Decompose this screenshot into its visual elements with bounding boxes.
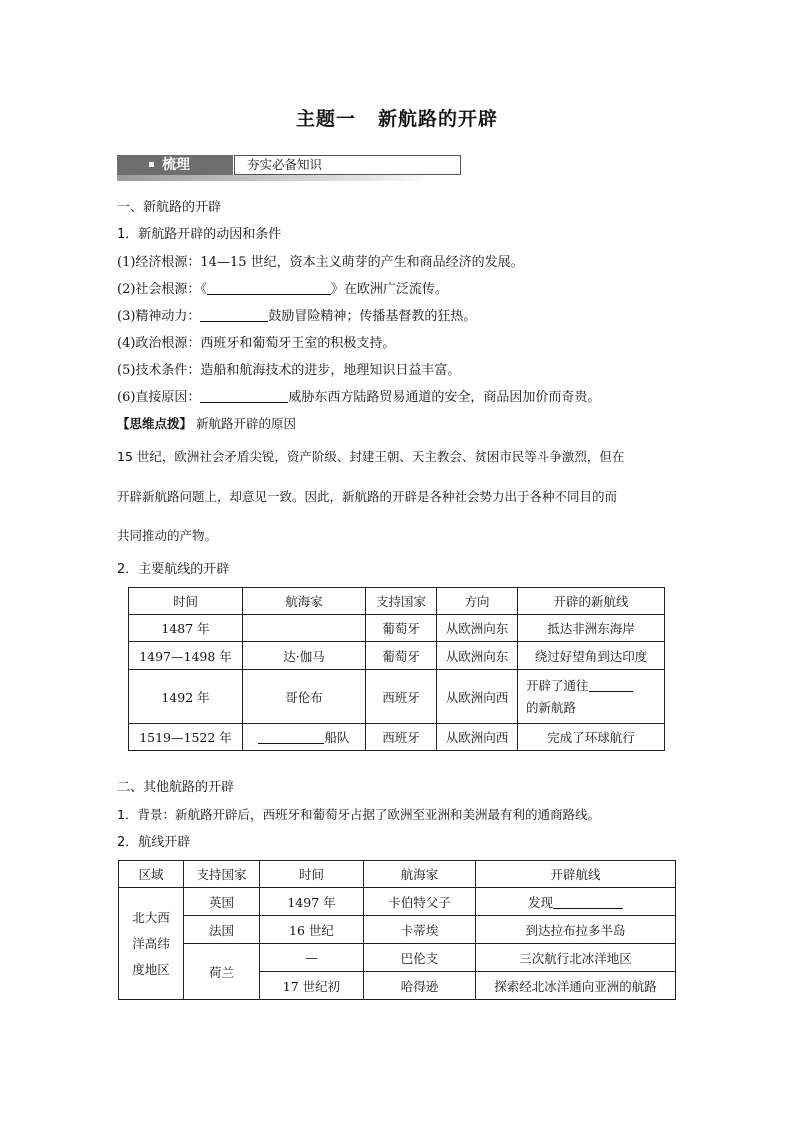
table-cell: 葡萄牙 [366,642,437,670]
table-cell: 开辟了通往 的新航路 [518,670,665,724]
banner-shade [117,175,431,181]
table-cell: 抵达非洲东海岸 [518,615,665,642]
banner-box: 夯实必备知识 [234,155,461,175]
section2-heading: 二、其他航路的开辟 [117,780,235,795]
section2-background: 1．背景：新航路开辟后，西班牙和葡萄牙占据了欧洲至亚洲和美洲最有利的通商路线。 [117,807,600,822]
thinking-line-1: 15 世纪，欧洲社会矛盾尖锐，资产阶级、封建王朝、天主教会、贫困市民等斗争激烈，但在 [117,449,625,464]
section1-sub1: 1．新航路开辟的动因和条件 [117,227,282,242]
table-row [119,888,676,916]
table-cell: 从欧洲向东 [437,615,518,642]
table-cell: 完成了环球航行 [518,724,665,751]
item-6: (6)直接原因： 威胁东西方陆路贸易通道的安全，商品因加价而奇贵。 [117,390,601,405]
table-cell: 葡萄牙 [366,615,437,642]
blank-field [200,390,288,403]
section1-sub2: 2．主要航线的开辟 [117,562,230,577]
header-cell: 航海家 [243,588,366,615]
table-row [129,670,665,724]
table-cell: — [260,944,364,972]
table-cell: 英国 [184,888,260,916]
table-cell: 从欧洲向西 [437,670,518,724]
table-row [119,916,676,944]
table-cell: 1487 年 [129,615,243,642]
table-cell: 17 世纪初 [260,972,364,1000]
item-2: (2)社会根源：《 》在欧洲广泛流传。 [117,282,448,297]
table-cell: 达·伽马 [243,642,366,670]
table-cell: 法国 [184,916,260,944]
section2-sub2: 2．航线开辟 [117,835,191,850]
table-row [129,642,665,670]
routes-table [118,860,676,1000]
table-header-row [119,861,676,888]
table-cell: 到达拉布拉多半岛 [476,916,676,944]
table-row [129,724,665,751]
table-cell: 绕过好望角到达印度 [518,642,665,670]
table-cell: 三次航行北冰洋地区 [476,944,676,972]
table-cell: 船队 [243,724,366,751]
table-cell: 西班牙 [366,670,437,724]
blank-field [200,309,268,322]
header-cell: 支持国家 [184,861,260,888]
table-header-row [129,588,665,615]
table-cell: 1497—1498 年 [129,642,243,670]
square-bullet-icon [149,162,154,167]
table-cell: 西班牙 [366,724,437,751]
blank-field [207,282,331,295]
thinking-header: 【思维点拨】 新航路开辟的原因 [117,416,297,431]
header-cell: 开辟的新航线 [518,588,665,615]
section-banner [117,155,431,181]
header-cell: 开辟航线 [476,861,676,888]
blank-field [589,679,633,692]
table-cell: 发现 [476,888,676,916]
table-cell: 从欧洲向东 [437,642,518,670]
section1-heading: 一、新航路的开辟 [117,200,222,215]
table-cell: 从欧洲向西 [437,724,518,751]
blank-field [553,896,623,909]
table-cell: 探索经北冰洋通向亚洲的航路 [476,972,676,1000]
table-cell: 卡伯特父子 [364,888,476,916]
header-cell: 时间 [129,588,243,615]
header-cell: 航海家 [364,861,476,888]
table-row [119,944,676,972]
table-cell: 哈得逊 [364,972,476,1000]
header-cell: 方向 [437,588,518,615]
header-cell: 时间 [260,861,364,888]
header-cell: 支持国家 [366,588,437,615]
table-cell: 哥伦布 [243,670,366,724]
blank-field [258,731,324,744]
banner-tag: 梳理 [117,155,233,175]
table-cell: 巴伦支 [364,944,476,972]
item-3: (3)精神动力： 鼓励冒险精神；传播基督教的狂热。 [117,309,477,324]
item-1: (1)经济根源：14—15 世纪，资本主义萌芽的产生和商品经济的发展。 [117,255,524,270]
page-title: 主题一 新航路的开辟 [295,108,499,130]
voyages-table [128,587,665,751]
table-cell [243,615,366,642]
header-cell: 区域 [119,861,184,888]
table-cell: 1492 年 [129,670,243,724]
item-5: (5)技术条件：造船和航海技术的进步，地理知识日益丰富。 [117,363,461,378]
table-cell: 荷兰 [184,944,260,1000]
table-cell: 1519—1522 年 [129,724,243,751]
thinking-line-3: 共同推动的产物。 [117,528,218,543]
table-row [129,615,665,642]
table-cell: 16 世纪 [260,916,364,944]
table-cell: 1497 年 [260,888,364,916]
thinking-line-2: 开辟新航路问题上，却意见一致。因此，新航路的开辟是各种社会势力出于各种不同目的而 [117,489,618,504]
region-cell: 北大西 洋高纬 度地区 [119,888,184,1000]
item-4: (4)政治根源：西班牙和葡萄牙王室的积极支持。 [117,336,396,351]
table-cell: 卡蒂埃 [364,916,476,944]
